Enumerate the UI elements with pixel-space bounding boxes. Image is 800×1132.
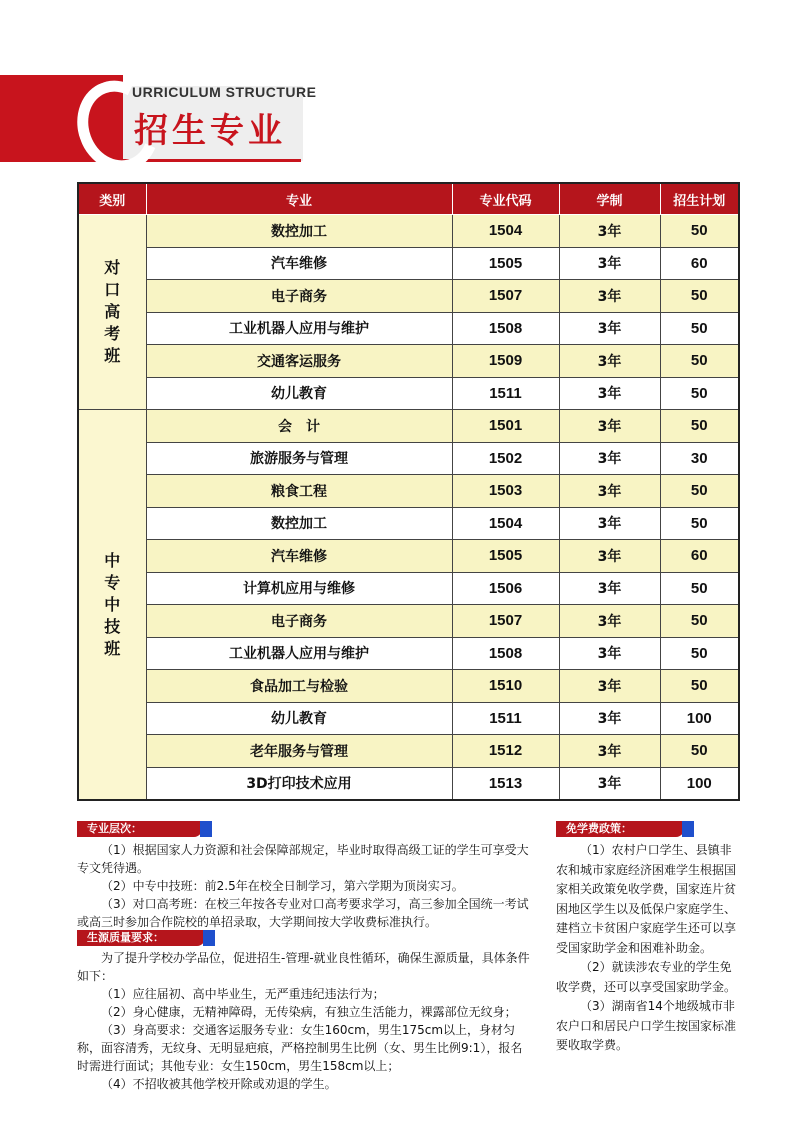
fee-line: （2）就读涉农专业的学生免收学费，还可以享受国家助学金。 [556,960,737,994]
table-row [78,605,739,638]
major-plan: 50 [660,507,739,540]
major-plan: 50 [660,572,739,605]
table-row [78,540,739,573]
section-tag-label: 专业层次： [87,822,142,835]
category-cell [78,215,146,410]
major-code: 1511 [452,377,559,410]
section-tag-fee [556,821,684,837]
major-plan: 30 [660,442,739,475]
major-plan: 50 [660,637,739,670]
category-cell [78,410,146,801]
level-line: （3）对口高考班：在校三年按各专业对口高考要求学习，高三参加全国统一考试或高三时参加合作院校的单招录取，大学期间按大学收费标准执行。 [77,897,529,929]
category-label: 对口高考班 [104,258,121,365]
table-row [78,572,739,605]
major-years: 3年 [559,475,660,508]
major-plan: 50 [660,215,739,248]
quality-line: （4）不招收被其他学校开除或劝退的学生。 [101,1077,337,1091]
major-name: 老年服务与管理 [146,735,452,768]
table-row [78,475,739,508]
major-name: 粮食工程 [146,475,452,508]
header-category: 类别 [78,183,146,215]
major-code: 1501 [452,410,559,443]
table-row [78,637,739,670]
major-code: 1503 [452,475,559,508]
major-name: 旅游服务与管理 [146,442,452,475]
major-years: 3年 [559,507,660,540]
major-code: 1505 [452,247,559,280]
major-plan: 50 [660,670,739,703]
major-code: 1513 [452,767,559,800]
major-years: 3年 [559,215,660,248]
major-name: 会 计 [146,410,452,443]
fee-line: （1）农村户口学生、县镇非农和城市家庭经济困难学生根据国家相关政策免收学费，国家连片贫困地区学生以及低保户家庭学生、建档立卡贫困户家庭学生还可以享受国家助学金和困难补助金。 [556,843,737,955]
header-code: 专业代码 [452,183,559,215]
fee-line: （3）湖南省14个地级城市非农户口和居民户口学生按国家标准要收取学费。 [556,999,737,1052]
major-name: 工业机器人应用与维护 [146,312,452,345]
table-row [78,312,739,345]
major-name: 电子商务 [146,605,452,638]
major-years: 3年 [559,735,660,768]
major-years: 3年 [559,540,660,573]
major-plan: 50 [660,475,739,508]
section-tag-label: 生源质量要求： [87,931,164,944]
category-label: 中专中技班 [104,550,121,658]
major-years: 3年 [559,605,660,638]
major-name: 汽车维修 [146,540,452,573]
major-name: 汽车维修 [146,247,452,280]
major-name: 食品加工与检验 [146,670,452,703]
level-section [77,841,532,931]
table-row [78,670,739,703]
major-plan: 100 [660,767,739,800]
major-years: 3年 [559,767,660,800]
major-plan: 50 [660,377,739,410]
major-code: 1507 [452,280,559,313]
quality-intro: 为了提升学校办学品位，促进招生-管理-就业良性循环，确保生源质量，具体条件如下： [77,951,530,983]
major-name: 电子商务 [146,280,452,313]
header-plan: 招生计划 [660,183,739,215]
major-plan: 50 [660,345,739,378]
banner-english-title: URRICULUM STRUCTURE [132,84,317,100]
major-code: 1510 [452,670,559,703]
major-code: 1508 [452,637,559,670]
major-name: 数控加工 [146,215,452,248]
major-name: 计算机应用与维修 [146,572,452,605]
major-years: 3年 [559,442,660,475]
major-years: 3年 [559,312,660,345]
level-line: （2）中专中技班：前2.5年在校全日制学习，第六学期为顶岗实习。 [101,879,464,893]
major-plan: 50 [660,410,739,443]
table-row [78,377,739,410]
major-name: 幼儿教育 [146,702,452,735]
table-row [78,280,739,313]
table-row [78,702,739,735]
major-years: 3年 [559,572,660,605]
major-plan: 50 [660,735,739,768]
major-years: 3年 [559,702,660,735]
table-header-row [78,183,739,215]
fee-section [556,841,738,1056]
major-name: 数控加工 [146,507,452,540]
major-code: 1502 [452,442,559,475]
major-plan: 50 [660,280,739,313]
major-code: 1504 [452,507,559,540]
section-tag-quality [77,930,205,946]
major-name: 工业机器人应用与维护 [146,637,452,670]
quality-line: （2）身心健康，无精神障碍，无传染病，有独立生活能力，裸露部位无纹身； [101,1005,517,1019]
major-code: 1504 [452,215,559,248]
major-plan: 50 [660,605,739,638]
table-row [78,247,739,280]
major-plan: 60 [660,247,739,280]
tag-arrow-icon [203,930,215,946]
major-code: 1511 [452,702,559,735]
tag-arrow-icon [200,821,212,837]
major-years: 3年 [559,670,660,703]
section-tag-level [77,821,202,837]
table-row [78,410,739,443]
table-row [78,345,739,378]
quality-line: （3）身高要求：交通客运服务专业：女生160cm，男生175cm以上，身材匀称，面容清秀，无纹身、无明显疤痕，严格控制男生比例（女、男生比例9:1），报名时需进行面试；其他专业：女生150cm，男生158cm以上； [77,1023,523,1073]
major-plan: 60 [660,540,739,573]
major-code: 1508 [452,312,559,345]
table-row [78,507,739,540]
major-code: 1507 [452,605,559,638]
major-plan: 100 [660,702,739,735]
major-years: 3年 [559,280,660,313]
major-code: 1505 [452,540,559,573]
quality-line: （1）应往届初、高中毕业生，无严重违纪违法行为； [101,987,385,1001]
header-years: 学制 [559,183,660,215]
level-line: （1）根据国家人力资源和社会保障部规定，毕业时取得高级工证的学生可享受大专文凭待遇。 [77,843,529,875]
table-row [78,442,739,475]
table-row [78,767,739,800]
major-plan: 50 [660,312,739,345]
majors-table [77,182,740,801]
major-name: 3D打印技术应用 [146,767,452,800]
major-years: 3年 [559,345,660,378]
major-code: 1509 [452,345,559,378]
quality-section [77,949,532,1093]
major-name: 交通客运服务 [146,345,452,378]
banner-underline [123,159,301,162]
major-years: 3年 [559,247,660,280]
major-years: 3年 [559,377,660,410]
major-code: 1506 [452,572,559,605]
page-title: 招生专业 [134,111,286,151]
header-major: 专业 [146,183,452,215]
table-row [78,735,739,768]
major-code: 1512 [452,735,559,768]
section-tag-label: 免学费政策： [566,822,632,835]
major-years: 3年 [559,410,660,443]
table-row [78,215,739,248]
tag-arrow-icon [682,821,694,837]
major-years: 3年 [559,637,660,670]
major-name: 幼儿教育 [146,377,452,410]
